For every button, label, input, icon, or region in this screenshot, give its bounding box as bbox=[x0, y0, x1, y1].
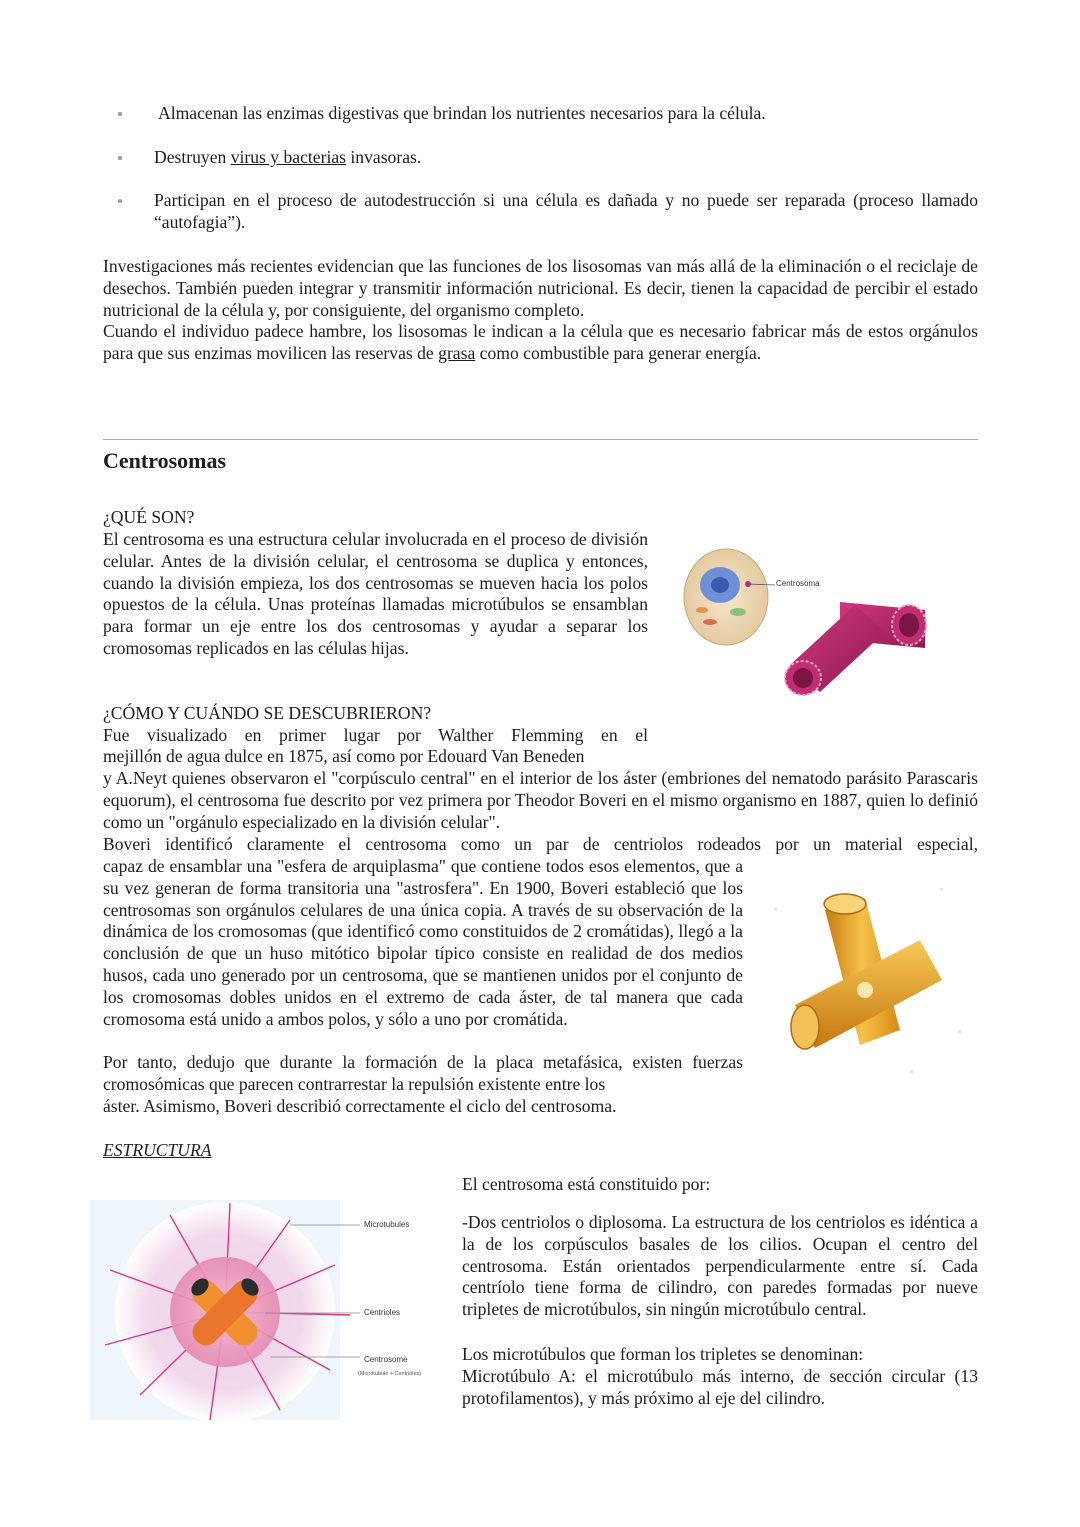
section-divider bbox=[103, 439, 978, 440]
golden-centrioles-illustration bbox=[770, 880, 970, 1080]
bullet-item-2: Destruyen virus y bacterias invasoras. bbox=[154, 147, 422, 167]
que-son-heading: ¿QUÉ SON? bbox=[103, 507, 195, 527]
estructura-microtubulo-a: Microtúbulo A: el microtúbulo más interno, de sección circular (13 protofilamentos), y más próximo al eje del cilindro. bbox=[462, 1366, 978, 1408]
paragraph-lisosomas-hambre: Cuando el individuo padece hambre, los lisosomas le indican a la célula que es necesario fabricar más de estos orgánulos para que sus enzimas movilicen las reservas de grasa como combustible para generar energía. bbox=[103, 321, 978, 363]
que-son-text: El centrosoma es una estructura celular involucrada en el proceso de división celular. Antes de la división celular, el centrosoma se duplica y entonces, cuando la división empieza, los dos centrosomas se mueven hacia los polos opuestos de la célula. Unas proteínas llamadas microtúbulos se ensamblan para formar un eje entre los dos centrosomas y ayudar a separar los cromosomas replicados en las células hijas. bbox=[103, 529, 648, 658]
figure-cell-centrosome bbox=[680, 540, 950, 700]
paragraph-lisosomas-funciones: Investigaciones más recientes evidencian que las funciones de los lisosomas van más allá de la eliminación o el reciclaje de desechos. También pueden integrar y transmitir información nutricional. Es decir, tienen la capacidad de percibir el estado nutricional de la célula y, por consiguiente, del organismo completo. bbox=[103, 256, 978, 320]
como-text: y A.Neyt quienes observaron el "corpúsculo central" en el interior de los áster (embriones del nematodo parásito Parascaris equorum), el centrosoma fue descrito por vez primera por Theodor Boveri en el mismo organismo en 1887, quien lo definió como un "orgánulo especializado en la división celular". bbox=[103, 768, 978, 832]
label-centrosome-sub: (Microtubule + Centrioles) bbox=[358, 1371, 422, 1377]
bullet-marker bbox=[118, 112, 122, 116]
bullet-marker bbox=[118, 199, 122, 203]
label-centrosoma: Centrosoma bbox=[776, 579, 820, 588]
bullet-item-3: Participan en el proceso de autodestrucción si una célula es dañada y no puede ser reparada (proceso llamado “autofagia”). bbox=[154, 190, 978, 232]
label-centrosome: Centrosome bbox=[364, 1355, 408, 1364]
como-heading: ¿CÓMO Y CUÁNDO SE DESCUBRIERON? bbox=[103, 703, 432, 723]
por-tanto-last-line: áster. Asimismo, Boveri describió correctamente el ciclo del centrosoma. bbox=[103, 1096, 617, 1116]
bullet-item-1: Almacenan las enzimas digestivas que brindan los nutrientes necesarios para la célula. bbox=[158, 103, 766, 123]
como-line-2: mejillón de agua dulce en 1875, así como por Edouard Van Beneden bbox=[103, 746, 585, 766]
estructura-centriolos: -Dos centriolos o diplosoma. La estructura de los centriolos es idéntica a la de los corpúsculos basales de los cilios. Ocupan el centro del centrosoma. Están orientados perpendicularmente entre sí. Cada centríolo tiene forma de cilindro, con paredes formadas por nueve tripletes de microtúbulos, sin ningún microtúbulo central. bbox=[462, 1212, 978, 1320]
section-title: Centrosomas bbox=[103, 448, 227, 473]
boveri-line-1: Boveri identificó claramente el centrosoma como un par de centriolos rodeados por un material especial, bbox=[103, 834, 978, 854]
estructura-intro: El centrosoma está constituido por: bbox=[462, 1174, 711, 1194]
virus-bacterias-link[interactable]: virus y bacterias bbox=[230, 147, 347, 167]
figure-golden-centrioles bbox=[770, 880, 970, 1080]
como-line-1: Fue visualizado en primer lugar por Walther Flemming en el bbox=[103, 725, 648, 745]
bullet-marker bbox=[118, 156, 122, 160]
figure-centrosome-diagram bbox=[90, 1195, 440, 1425]
centriole-diagonal bbox=[785, 605, 885, 695]
label-centrioles: Centrioles bbox=[364, 1308, 401, 1317]
por-tanto-text: Por tanto, dedujo que durante la formación de la placa metafásica, existen fuerzas cromosómicas que parecen contrarrestar la repulsión existente entre los bbox=[103, 1052, 743, 1094]
grasa-link[interactable]: grasa bbox=[438, 342, 476, 363]
label-microtubules: Microtubules bbox=[364, 1220, 410, 1229]
cell-centrioles-illustration bbox=[680, 540, 950, 700]
label-dos-centriolos: Dos Centriolos bbox=[870, 664, 907, 670]
boveri-text: capaz de ensamblar una "esfera de arquiplasma" que contiene todos esos elementos, que a su vez generan de forma transitoria una "astrosfera". En 1900, Boveri estableció que los centrosomas son orgánulos celulares de una única copia. A través de su observación de la dinámica de los cromosomas (que identificó como constituidos de 2 cromátidas), llegó a la conclusión de que un huso mitótico bipolar típico consiste en realidad de dos medios husos, cada uno generado por un centrosoma, que se mantienen unidos por el conjunto de los cromosomas dobles unidos en el extremo de cada áster, de tal manera que cada cromosoma está unido a ambos polos, y sólo a uno por cromátida. bbox=[103, 856, 743, 1029]
estructura-heading: ESTRUCTURA bbox=[103, 1140, 212, 1160]
estructura-tripletes: Los microtúbulos que forman los tripletes se denominan: bbox=[462, 1344, 864, 1364]
